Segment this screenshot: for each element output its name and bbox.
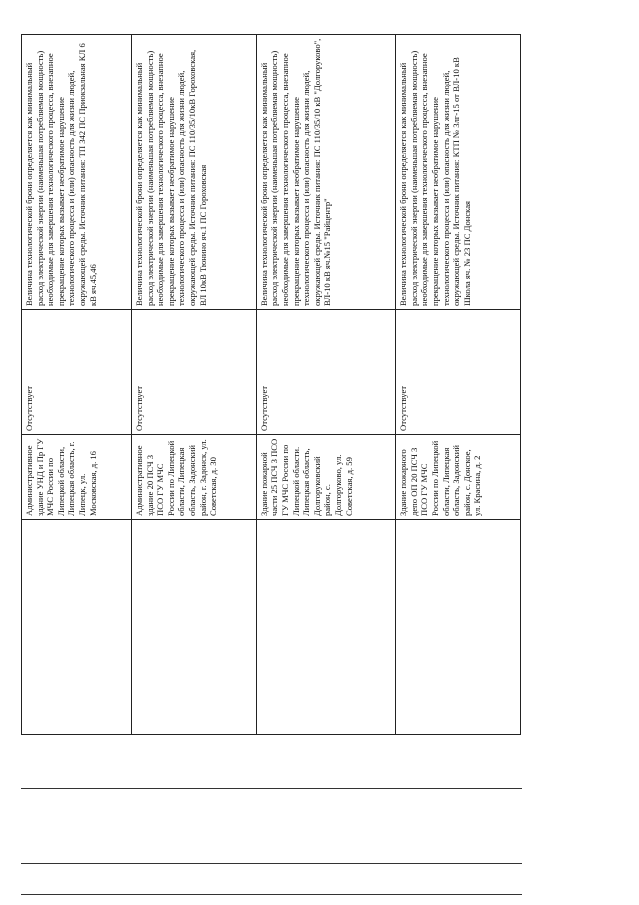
- technological-reserve-cell: Величина технологической брони определяется как минимальный расход электрической энергии (наименьшая потребляемая мощность) необходимые для завершения технологического процесса, внезапное прекращение которых вызывает необратимое нарушение технологического процесса и (или) опасность для жизни людей, окружающей среды. Источник питания: ПС 110/35/10 кВ "Долгоруково", ВЛ-10 кВ яч.№15 "Райцентр": [256, 35, 395, 310]
- reserve-status-cell: Отсутствует: [22, 310, 132, 435]
- horizontal-rule: [21, 863, 522, 864]
- reserve-status-cell: Отсутствует: [396, 310, 521, 435]
- table-row: [256, 35, 395, 735]
- blank-cell: [396, 520, 521, 735]
- table-row: [132, 35, 257, 735]
- blank-cell: [256, 520, 395, 735]
- object-address-cell: Здание пожарного депо ОП 20 ПСЧ 3 ПСО ГУ МЧС России по Липецкой области, Липецкая область, Задонский район, с. Донское, ул. Красина, д. 2: [396, 435, 521, 520]
- horizontal-rule: [21, 894, 522, 895]
- technological-reserve-cell: Величина технологической брони определяется как минимальный расход электрической энергии (наименьшая потребляемая мощность) необходимые для завершения технологического процесса, внезапное прекращение которых вызывает необратимое нарушение технологического процесса и (или) опасность для жизни людей, окружающей среды. Источник питания: КТП № 3лг-15 от ВЛ-10 кВ Школа яч. № 23 ПС Донская: [396, 35, 521, 310]
- reserve-status-cell: Отсутствует: [256, 310, 395, 435]
- technological-reserve-cell: Величина технологической брони определяется как минимальный расход электрической энергии (наименьшая потребляемая мощность) необходимые для завершения технологического процесса, внезапное прекращение которых вызывает необратимое нарушение технологического процесса и (или) опасность для жизни людей, окружающей среды. Источник питания: ПС 110/35/10кВ Гороховская, ВЛ 10кВ Тюнино яч.1 ПС Гороховская: [132, 35, 257, 310]
- rotated-table-block: [21, 35, 521, 735]
- table-row: [396, 35, 521, 735]
- object-address-cell: Здание пожарной части 25 ПСЧ 3 ПСО ГУ МЧС России по Липецкой области. Липецкая область, Долгоруковский район, с. Долгоруково, ул. Советская, д. 59: [256, 435, 395, 520]
- technological-reserve-cell: Величина технологической брони определяется как минимальный расход электрической энергии (наименьшая потребляемая мощность) необходимые для завершения технологического процесса, внезапное прекращение которых вызывает необратимое нарушение технологического процесса и (или) опасность для жизни людей, окружающей среды. Источник питания: ТП 342 ПС Приокзальная КЛ 6 кВ яч.45,46: [22, 35, 132, 310]
- table-row: [22, 35, 132, 735]
- horizontal-rule: [21, 788, 522, 789]
- power-reserve-table: [21, 34, 521, 735]
- object-address-cell: Административное здание 20 ПСЧ 3 ПСО ГУ МЧС России по Липецкой области, Липецкая область, Задонский район, г. Задонск, ул. Советская, д. 30: [132, 435, 257, 520]
- blank-cell: [132, 520, 257, 735]
- object-address-cell: Административное здание УНД и Пр ГУ МЧС России по Липецкой области, Липецкая область, г. Липецк, ул. Московская, д. 16: [22, 435, 132, 520]
- blank-cell: [22, 520, 132, 735]
- reserve-status-cell: Отсутствует: [132, 310, 257, 435]
